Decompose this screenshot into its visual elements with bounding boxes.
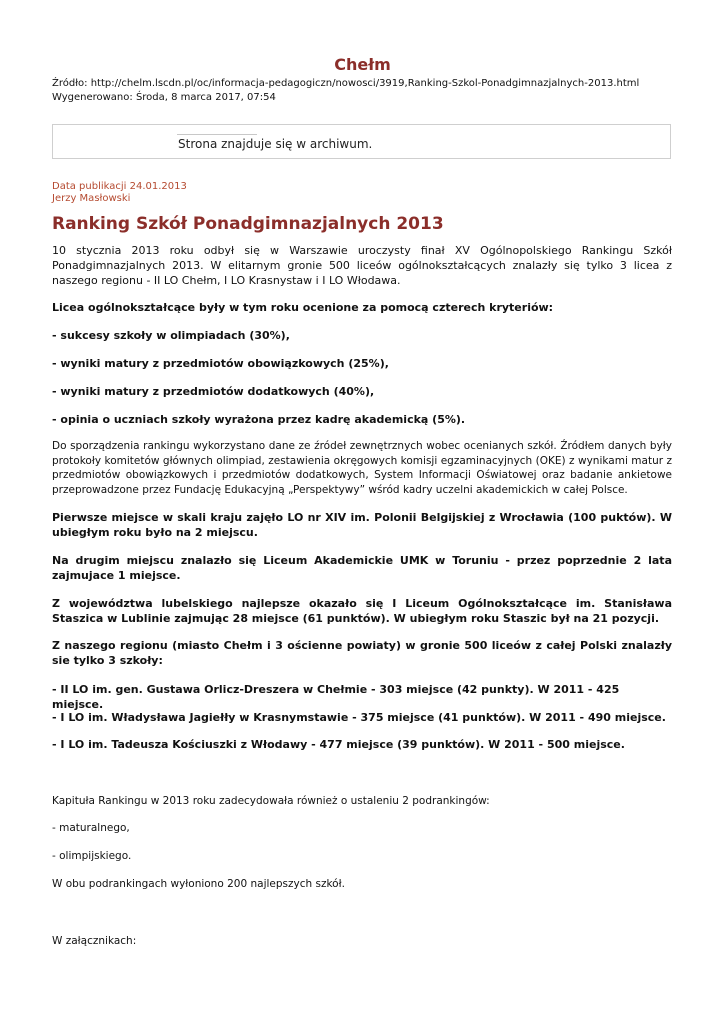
region-school-item: - II LO im. gen. Gustawa Orlicz-Dreszera w Chełmie - 303 miejsce (42 punkty). W 2011 - 425 miejsce.	[52, 683, 620, 711]
criterion-item: - wyniki matury z przedmiotów dodatkowych (40%),	[52, 385, 375, 398]
first-place-paragraph: Pierwsze miejsce w skali kraju zajęło LO nr XIV im. Polonii Belgijskiej z Wrocławia (100 puktów). W ubiegłym roku było na 2 miejscu.	[52, 511, 672, 539]
page-title: Chełm	[334, 55, 391, 74]
subrankings-intro: Kapituła Rankingu w 2013 roku zadecydowała również o ustaleniu 2 podrankingów:	[52, 795, 490, 807]
sources-paragraph: Do sporządzenia rankingu wykorzystano dane ze źródeł zewnętrznych wobec ocenianych szkół. Źródłem danych były protokoły komitetów głównych olimpiad, zestawienia okręgowych komisji egzaminacyjnych (OKE) z wynikami matur z przedmiotów obowiązkowych i przedmiotów dodatkowych, System Informacji Oświatowej oraz badanie ankietowe przeprowadzone przez Fundację Edukacyjną „Perspektywy” wśród kadry uczelni akademickich w całej Polsce.	[52, 440, 672, 496]
article-title: Ranking Szkół Ponadgimnazjalnych 2013	[52, 214, 444, 234]
criterion-item: - sukcesy szkoły w olimpiadach (30%),	[52, 329, 290, 342]
second-place-paragraph: Na drugim miejscu znalazło się Liceum Akademickie UMK w Toruniu - przez poprzednie 2 lata zajmujace 1 miejsce.	[52, 554, 672, 582]
subranking-item: - maturalnego,	[52, 822, 130, 834]
generated-date: Wygenerowano: Środa, 8 marca 2017, 07:54	[52, 92, 276, 103]
criteria-heading: Licea ogólnokształcące były w tym roku ocenione za pomocą czterech kryteriów:	[52, 301, 554, 314]
lublin-paragraph: Z województwa lubelskiego najlepsze okazało się I Liceum Ogólnokształcące im. Stanisława Staszica w Lublinie zajmując 28 miejsce (61 punktów). W ubiegłym roku Staszic był na 21 pozycji.	[52, 597, 672, 625]
subrankings-note: W obu podrankingach wyłoniono 200 najlepszych szkół.	[52, 878, 345, 890]
region-school-item: - I LO im. Władysława Jagiełły w Krasnymstawie - 375 miejsce (41 punktów). W 2011 - 490 miejsce.	[52, 711, 666, 724]
archive-notice: Strona znajduje się w archiwum.	[178, 137, 373, 151]
criterion-item: - opinia o uczniach szkoły wyrażona przez kadrę akademicką (5%).	[52, 413, 466, 426]
subranking-item: - olimpijskiego.	[52, 850, 132, 862]
divider	[177, 134, 257, 135]
intro-paragraph: 10 stycznia 2013 roku odbył się w Warszawie uroczysty finał XV Ogólnopolskiego Rankingu Szkół Ponadgimnazjalnych 2013. W elitarnym gronie 500 liceów ogólnokształcących znalazły się tylko 3 licea z naszego regionu - II LO Chełm, I LO Krasnystaw i I LO Włodawa.	[52, 244, 672, 287]
publication-author: Jerzy Masłowski	[52, 193, 131, 204]
criterion-item: - wyniki matury z przedmiotów obowiązkowych (25%),	[52, 357, 389, 370]
region-school-item: - I LO im. Tadeusza Kościuszki z Włodawy - 477 miejsce (39 punktów). W 2011 - 500 miejsce.	[52, 738, 625, 751]
region-heading: Z naszego regionu (miasto Chełm i 3 ościenne powiaty) w gronie 500 liceów z całej Polski znalazły sie tylko 3 szkoły:	[52, 639, 672, 667]
source-url[interactable]: Źródło: http://chelm.lscdn.pl/oc/informacja-pedagogiczn/nowosci/3919,Ranking-Szkol-Ponadgimnazjalnych-2013.html	[52, 78, 640, 89]
archive-notice-box	[52, 124, 671, 159]
attachments-label: W załącznikach:	[52, 935, 137, 947]
publication-date: Data publikacji 24.01.2013	[52, 181, 187, 192]
